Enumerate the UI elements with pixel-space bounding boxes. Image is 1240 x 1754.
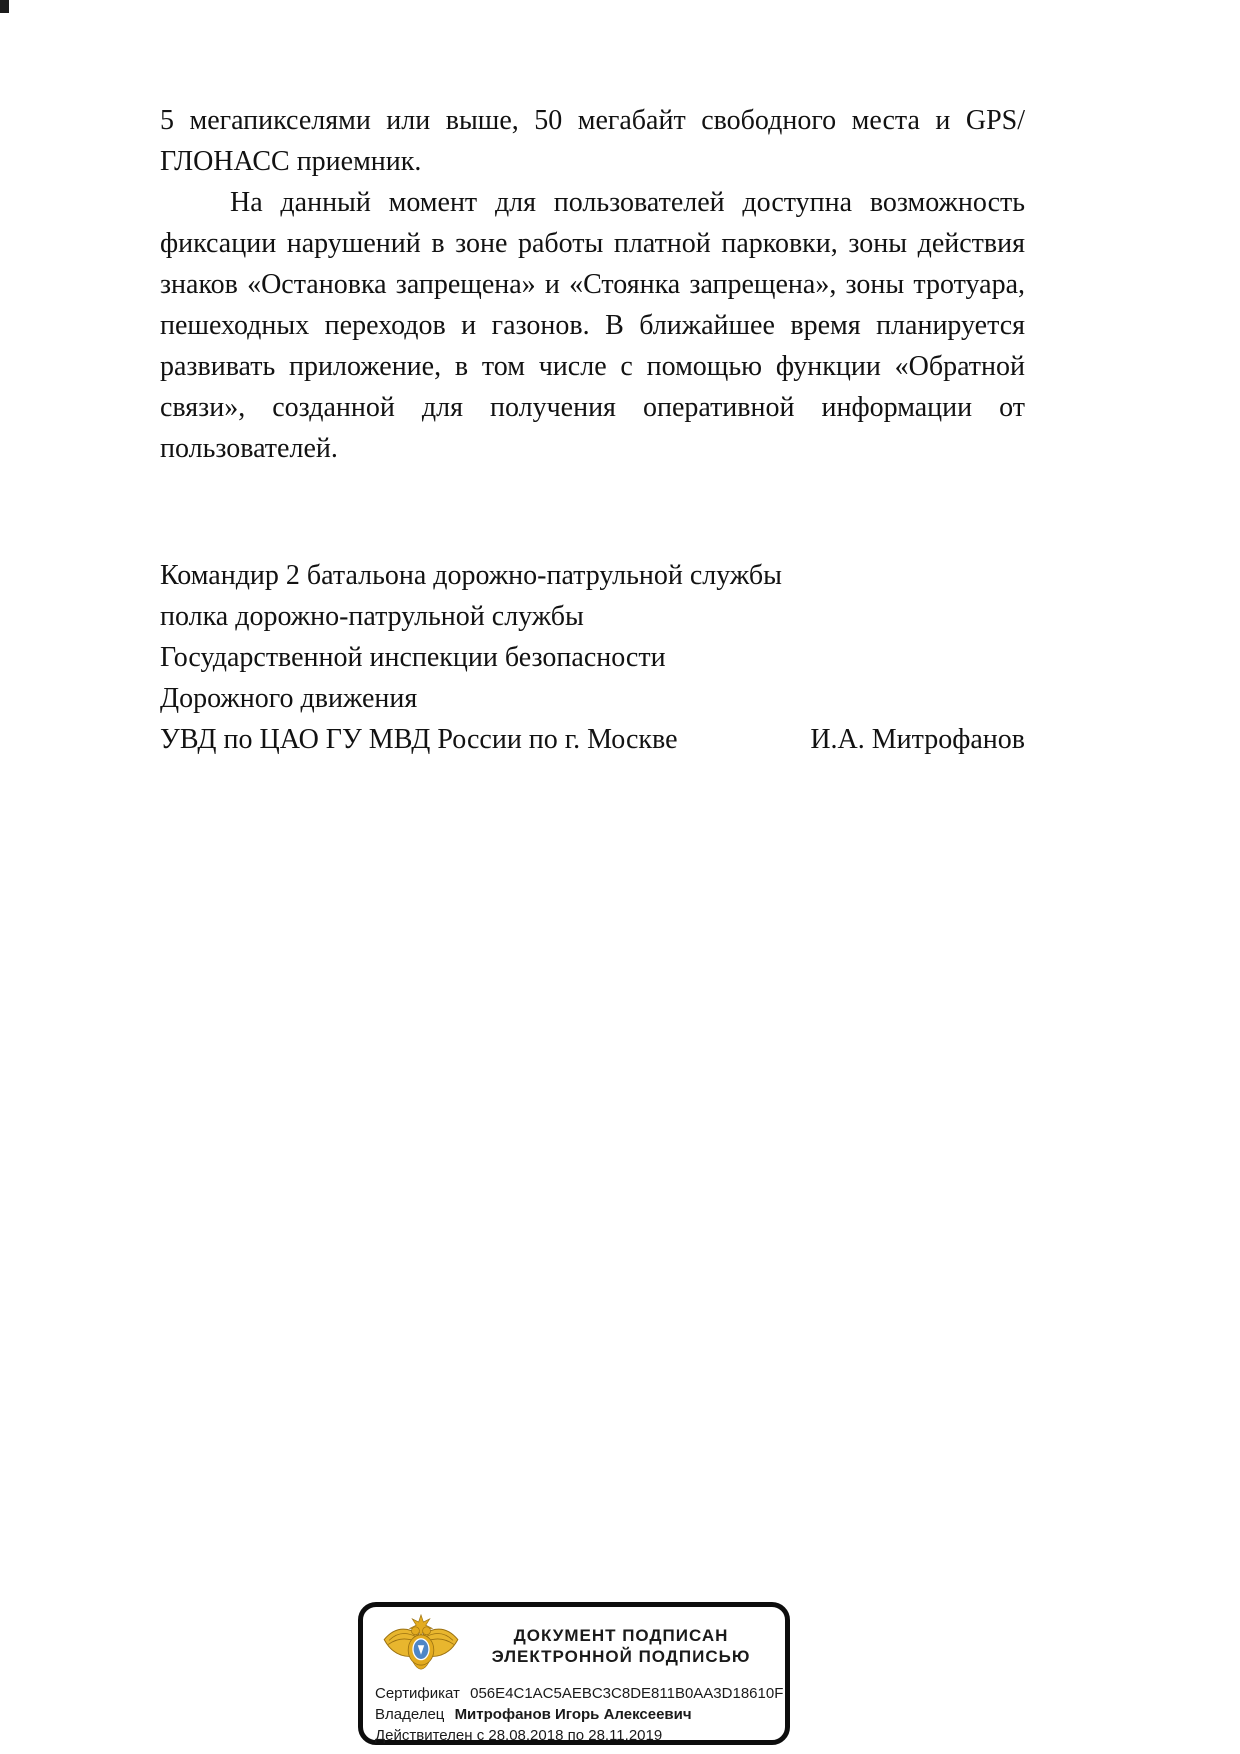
signer-position-line: Дорожного движения [160,683,418,714]
signer-position-line: Командир 2 батальона дорожно-патрульной службы [160,560,782,591]
scan-artifact [0,0,9,13]
paragraph-current-features: На данный момент для пользователей доступна возможность фиксации нарушений в зоне работы платной парковки, зоны действия знаков «Остановка запрещена» и «Стоянка запрещена», зоны тротуара, пешеходных переходов и газонов. В ближайшее время планируется развивать приложение, в том числе с помощью функции «Обратной связи», созданной для получения оперативной информации от пользователей. [160,187,1025,464]
certificate-row [375,1683,784,1704]
stamp-title-line2: ЭЛЕКТРОННОЙ ПОДПИСЬЮ [491,1647,751,1666]
owner-value: Митрофанов Игорь Алексеевич [454,1706,692,1723]
owner-row [375,1704,775,1725]
signature-block [160,555,1025,760]
stamp-info [375,1683,784,1746]
signer-name: И.А. Митрофанов [810,724,1025,755]
document-body [160,100,1025,760]
mvd-emblem-icon [375,1614,467,1678]
stamp-title-line1: ДОКУМЕНТ ПОДПИСАН [513,1626,729,1645]
electronic-signature-stamp [358,1602,790,1745]
validity-text: Действителен с 28.08.2018 по 28.11.2019 [375,1727,663,1744]
signer-position-line: Государственной инспекции безопасности [160,642,666,673]
validity-row [375,1725,775,1746]
stamp-title [467,1625,775,1667]
owner-label: Владелец [375,1706,445,1723]
signer-position-line: полка дорожно-патрульной службы [160,601,584,632]
paragraph-requirements: 5 мегапикселями или выше, 50 мегабайт свободного места и GPS/ГЛОНАСС приемник. [160,105,1025,177]
certificate-label: Сертификат [375,1685,460,1702]
certificate-value: 056E4C1AC5AEBC3C8DE811B0AA3D18610F [470,1685,784,1702]
signer-position-and-name [160,719,1025,760]
signer-position-line: УВД по ЦАО ГУ МВД России по г. Москве [160,724,678,755]
stamp-header [375,1614,775,1678]
